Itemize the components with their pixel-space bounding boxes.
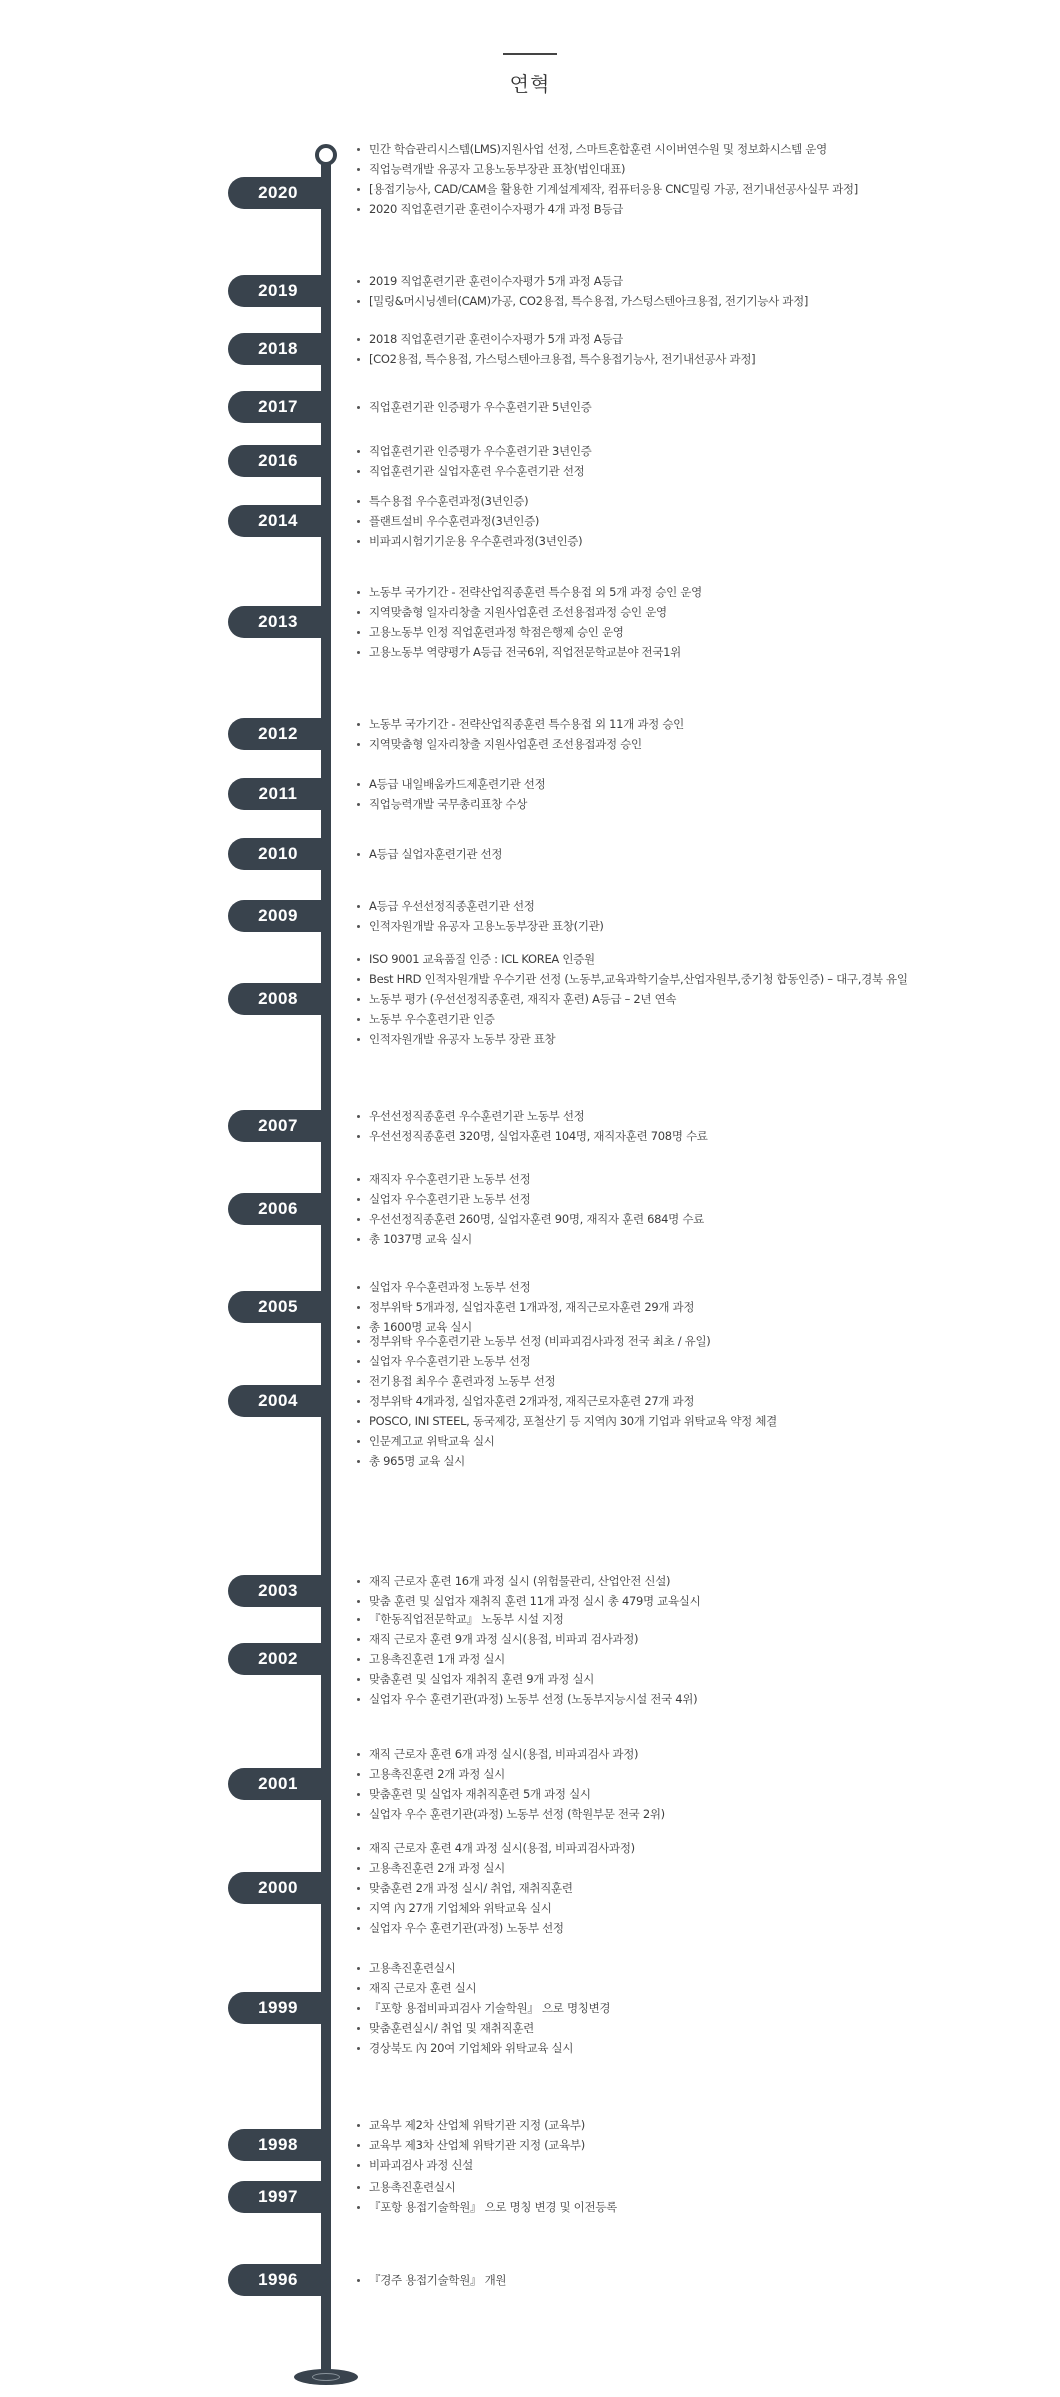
event-item: 2018 직업훈련기관 훈련이수자평가 5개 과정 A등급	[355, 329, 755, 349]
event-item: 재직 근로자 훈련 16개 과정 실시 (위험물관리, 산업안전 신설)	[355, 1571, 700, 1591]
event-item: 비파괴검사 과정 신설	[355, 2155, 585, 2175]
year-badge: 2011	[228, 778, 328, 810]
event-item: 재직 근로자 훈련 실시	[355, 1978, 610, 1998]
year-event-list	[355, 844, 502, 864]
page-title: 연혁	[509, 72, 551, 96]
year-event-list	[355, 2177, 617, 2217]
event-item: 교육부 제3차 산업체 위탁기관 지정 (교육부)	[355, 2135, 585, 2155]
event-item: 노동부 우수훈련기관 인증	[355, 1009, 908, 1029]
event-item: 실업자 우수 훈련기관(과정) 노동부 선정 (학원부문 전국 2위)	[355, 1804, 665, 1824]
year-badge: 2010	[228, 838, 328, 870]
year-badge: 1997	[228, 2181, 328, 2213]
event-item: A등급 내일배움카드제훈련기관 선정	[355, 774, 545, 794]
event-item: 비파괴시험기기운용 우수훈련과정(3년인증)	[355, 531, 582, 551]
year-event-list	[355, 2115, 585, 2175]
event-item: 우선선정직종훈련 320명, 실업자훈련 104명, 재직자훈련 708명 수료	[355, 1126, 708, 1146]
year-badge: 2013	[228, 606, 328, 638]
title-divider	[503, 53, 557, 55]
year-badge: 2019	[228, 275, 328, 307]
year-event-list	[355, 1169, 704, 1249]
event-item: 고용촉진훈련실시	[355, 1958, 610, 1978]
year-badge: 2004	[228, 1385, 328, 1417]
event-item: 지역 內 27개 기업체와 위탁교육 실시	[355, 1898, 635, 1918]
event-item: 실업자 우수훈련과정 노동부 선정	[355, 1277, 694, 1297]
event-item: Best HRD 인적자원개발 우수기관 선정 (노동부,교육과학기술부,산업자원부,중기청 합동인증) – 대구,경북 유일	[355, 969, 908, 989]
year-event-list	[355, 441, 591, 481]
event-item: 2019 직업훈련기관 훈련이수자평가 5개 과정 A등급	[355, 271, 808, 291]
year-event-list	[355, 2270, 506, 2290]
year-event-list	[355, 896, 604, 936]
event-item: 실업자 우수 훈련기관(과정) 노동부 선정	[355, 1918, 635, 1938]
timeline-line	[321, 158, 331, 2376]
event-item: 교육부 제2차 산업체 위탁기관 지정 (교육부)	[355, 2115, 585, 2135]
year-event-list	[355, 1958, 610, 2058]
event-item: 직업능력개발 국무총리표창 수상	[355, 794, 545, 814]
event-item: 맞춤훈련 및 실업자 재취직 훈련 9개 과정 실시	[355, 1669, 697, 1689]
event-item: 노동부 평가 (우선선정직종훈련, 재직자 훈련) A등급 – 2년 연속	[355, 989, 908, 1009]
year-badge: 2001	[228, 1768, 328, 1800]
event-item: 정부위탁 5개과정, 실업자훈련 1개과정, 재직근로자훈련 29개 과정	[355, 1297, 694, 1317]
event-item: 인적자원개발 유공자 고용노동부장관 표창(기관)	[355, 916, 604, 936]
event-item: 고용촉진훈련 2개 과정 실시	[355, 1858, 635, 1878]
year-badge: 2009	[228, 900, 328, 932]
year-event-list	[355, 139, 858, 219]
year-event-list	[355, 1571, 700, 1611]
event-item: POSCO, INI STEEL, 동국제강, 포철산기 등 지역內 30개 기업과 위탁교육 약정 체결	[355, 1411, 777, 1431]
event-item: [CO2용접, 특수용접, 가스텅스텐아크용접, 특수용접기능사, 전기내선공사 과정]	[355, 349, 755, 369]
event-item: 실업자 우수훈련기관 노동부 선정	[355, 1351, 777, 1371]
year-event-list	[355, 1331, 777, 1471]
event-item: 실업자 우수훈련기관 노동부 선정	[355, 1189, 704, 1209]
event-item: 인문계고교 위탁교육 실시	[355, 1431, 777, 1451]
year-event-list	[355, 1744, 665, 1824]
event-item: 직업훈련기관 인증평가 우수훈련기관 5년인증	[355, 397, 591, 417]
event-item: A등급 실업자훈련기관 선정	[355, 844, 502, 864]
event-item: 정부위탁 4개과정, 실업자훈련 2개과정, 재직근로자훈련 27개 과정	[355, 1391, 777, 1411]
event-item: 맞춤 훈련 및 실업자 재취직 훈련 11개 과정 실시 총 479명 교육실시	[355, 1591, 700, 1611]
timeline-end-base	[294, 2369, 358, 2385]
event-item: 노동부 국가기간 - 전략산업직종훈련 특수용접 외 5개 과정 승인 운영	[355, 582, 702, 602]
year-badge: 2006	[228, 1193, 328, 1225]
year-event-list	[355, 1106, 708, 1146]
event-item: 총 965명 교육 실시	[355, 1451, 777, 1471]
year-event-list	[355, 1609, 697, 1709]
year-badge: 2020	[228, 177, 328, 209]
event-item: A등급 우선선정직종훈련기관 선정	[355, 896, 604, 916]
event-item: 맞춤훈련실시/ 취업 및 재취직훈련	[355, 2018, 610, 2038]
event-item: 재직 근로자 훈련 9개 과정 실시(용접, 비파괴 검사과정)	[355, 1629, 697, 1649]
event-item: 우선선정직종훈련 260명, 실업자훈련 90명, 재직자 훈련 684명 수료	[355, 1209, 704, 1229]
event-item: 정부위탁 우수훈련기관 노동부 선정 (비파괴검사과정 전국 최초 / 유일)	[355, 1331, 777, 1351]
year-event-list	[355, 271, 808, 311]
year-badge: 1996	[228, 2264, 328, 2296]
event-item: 총 1600명 교육 실시	[355, 1317, 694, 1337]
event-item: 직업훈련기관 인증평가 우수훈련기관 3년인증	[355, 441, 591, 461]
year-badge: 2002	[228, 1643, 328, 1675]
event-item: 고용촉진훈련실시	[355, 2177, 617, 2197]
event-item: 우선선정직종훈련 우수훈련기관 노동부 선정	[355, 1106, 708, 1126]
event-item: 민간 학습관리시스템(LMS)지원사업 선정, 스마트혼합훈련 시이버연수원 및 정보화시스템 운영	[355, 139, 858, 159]
event-item: 고용촉진훈련 1개 과정 실시	[355, 1649, 697, 1669]
event-item: 플랜트설비 우수훈련과정(3년인증)	[355, 511, 582, 531]
year-badge: 2003	[228, 1575, 328, 1607]
event-item: 2020 직업훈련기관 훈련이수자평가 4개 과정 B등급	[355, 199, 858, 219]
event-item: 노동부 국가기간 - 전략산업직종훈련 특수용접 외 11개 과정 승인	[355, 714, 684, 734]
year-event-list	[355, 714, 684, 754]
year-badge: 2000	[228, 1872, 328, 1904]
year-event-list	[355, 1277, 694, 1337]
year-badge: 1999	[228, 1992, 328, 2024]
event-item: 맞춤훈련 2개 과정 실시/ 취업, 재취직훈련	[355, 1878, 635, 1898]
event-item: 고용노동부 역량평가 A등급 전국6위, 직업전문학교분야 전국1위	[355, 642, 702, 662]
year-badge: 2007	[228, 1110, 328, 1142]
event-item: ISO 9001 교육품질 인증 : ICL KOREA 인증원	[355, 949, 908, 969]
year-event-list	[355, 774, 545, 814]
year-badge: 2005	[228, 1291, 328, 1323]
year-badge: 1998	[228, 2129, 328, 2161]
year-event-list	[355, 329, 755, 369]
year-event-list	[355, 491, 582, 551]
event-item: 실업자 우수 훈련기관(과정) 노동부 선정 (노동부지능시설 전국 4위)	[355, 1689, 697, 1709]
event-item: [용접기능사, CAD/CAM을 활용한 기계설계제작, 컴퓨터응용 CNC밀링 가공, 전기내선공사실무 과정]	[355, 179, 858, 199]
year-badge: 2018	[228, 333, 328, 365]
event-item: 직업훈련기관 실업자훈련 우수훈련기관 선정	[355, 461, 591, 481]
event-item: 『포항 용접기술학원』 으로 명칭 변경 및 이전등록	[355, 2197, 617, 2217]
event-item: 경상북도 內 20여 기업체와 위탁교육 실시	[355, 2038, 610, 2058]
event-item: 직업능력개발 유공자 고용노동부장관 표창(법인대표)	[355, 159, 858, 179]
event-item: 총 1037명 교육 실시	[355, 1229, 704, 1249]
year-event-list	[355, 582, 702, 662]
year-badge: 2008	[228, 983, 328, 1015]
event-item: 특수용접 우수훈련과정(3년인증)	[355, 491, 582, 511]
event-item: 고용노동부 인정 직업훈련과정 학점은행제 승인 운영	[355, 622, 702, 642]
event-item: 재직자 우수훈련기관 노동부 선정	[355, 1169, 704, 1189]
event-item: 『경주 용접기술학원』 개원	[355, 2270, 506, 2290]
year-event-list	[355, 949, 908, 1049]
event-item: 『한동직업전문학교』 노동부 시설 지정	[355, 1609, 697, 1629]
event-item: 『포항 용접비파괴검사 기술학원』 으로 명칭변경	[355, 1998, 610, 2018]
event-item: 전기용접 최우수 훈련과정 노동부 선정	[355, 1371, 777, 1391]
event-item: 재직 근로자 훈련 4개 과정 실시(용접, 비파괴검사과정)	[355, 1838, 635, 1858]
event-item: 지역맞춤형 일자리창출 지원사업훈련 조선용접과정 승인	[355, 734, 684, 754]
year-event-list	[355, 1838, 635, 1938]
event-item: 재직 근로자 훈련 6개 과정 실시(용접, 비파괴검사 과정)	[355, 1744, 665, 1764]
event-item: 지역맞춤형 일자리창출 지원사업훈련 조선용접과정 승인 운영	[355, 602, 702, 622]
year-event-list	[355, 397, 591, 417]
event-item: 인적자원개발 유공자 노동부 장관 표창	[355, 1029, 908, 1049]
timeline-start-circle	[315, 144, 337, 166]
event-item: 고용촉진훈련 2개 과정 실시	[355, 1764, 665, 1784]
year-badge: 2014	[228, 505, 328, 537]
year-badge: 2017	[228, 391, 328, 423]
year-badge: 2012	[228, 718, 328, 750]
year-badge: 2016	[228, 445, 328, 477]
event-item: [밀링&머시닝센터(CAM)가공, CO2용접, 특수용접, 가스텅스텐아크용접, 전기기능사 과정]	[355, 291, 808, 311]
event-item: 맞춤훈련 및 실업자 재취직훈련 5개 과정 실시	[355, 1784, 665, 1804]
